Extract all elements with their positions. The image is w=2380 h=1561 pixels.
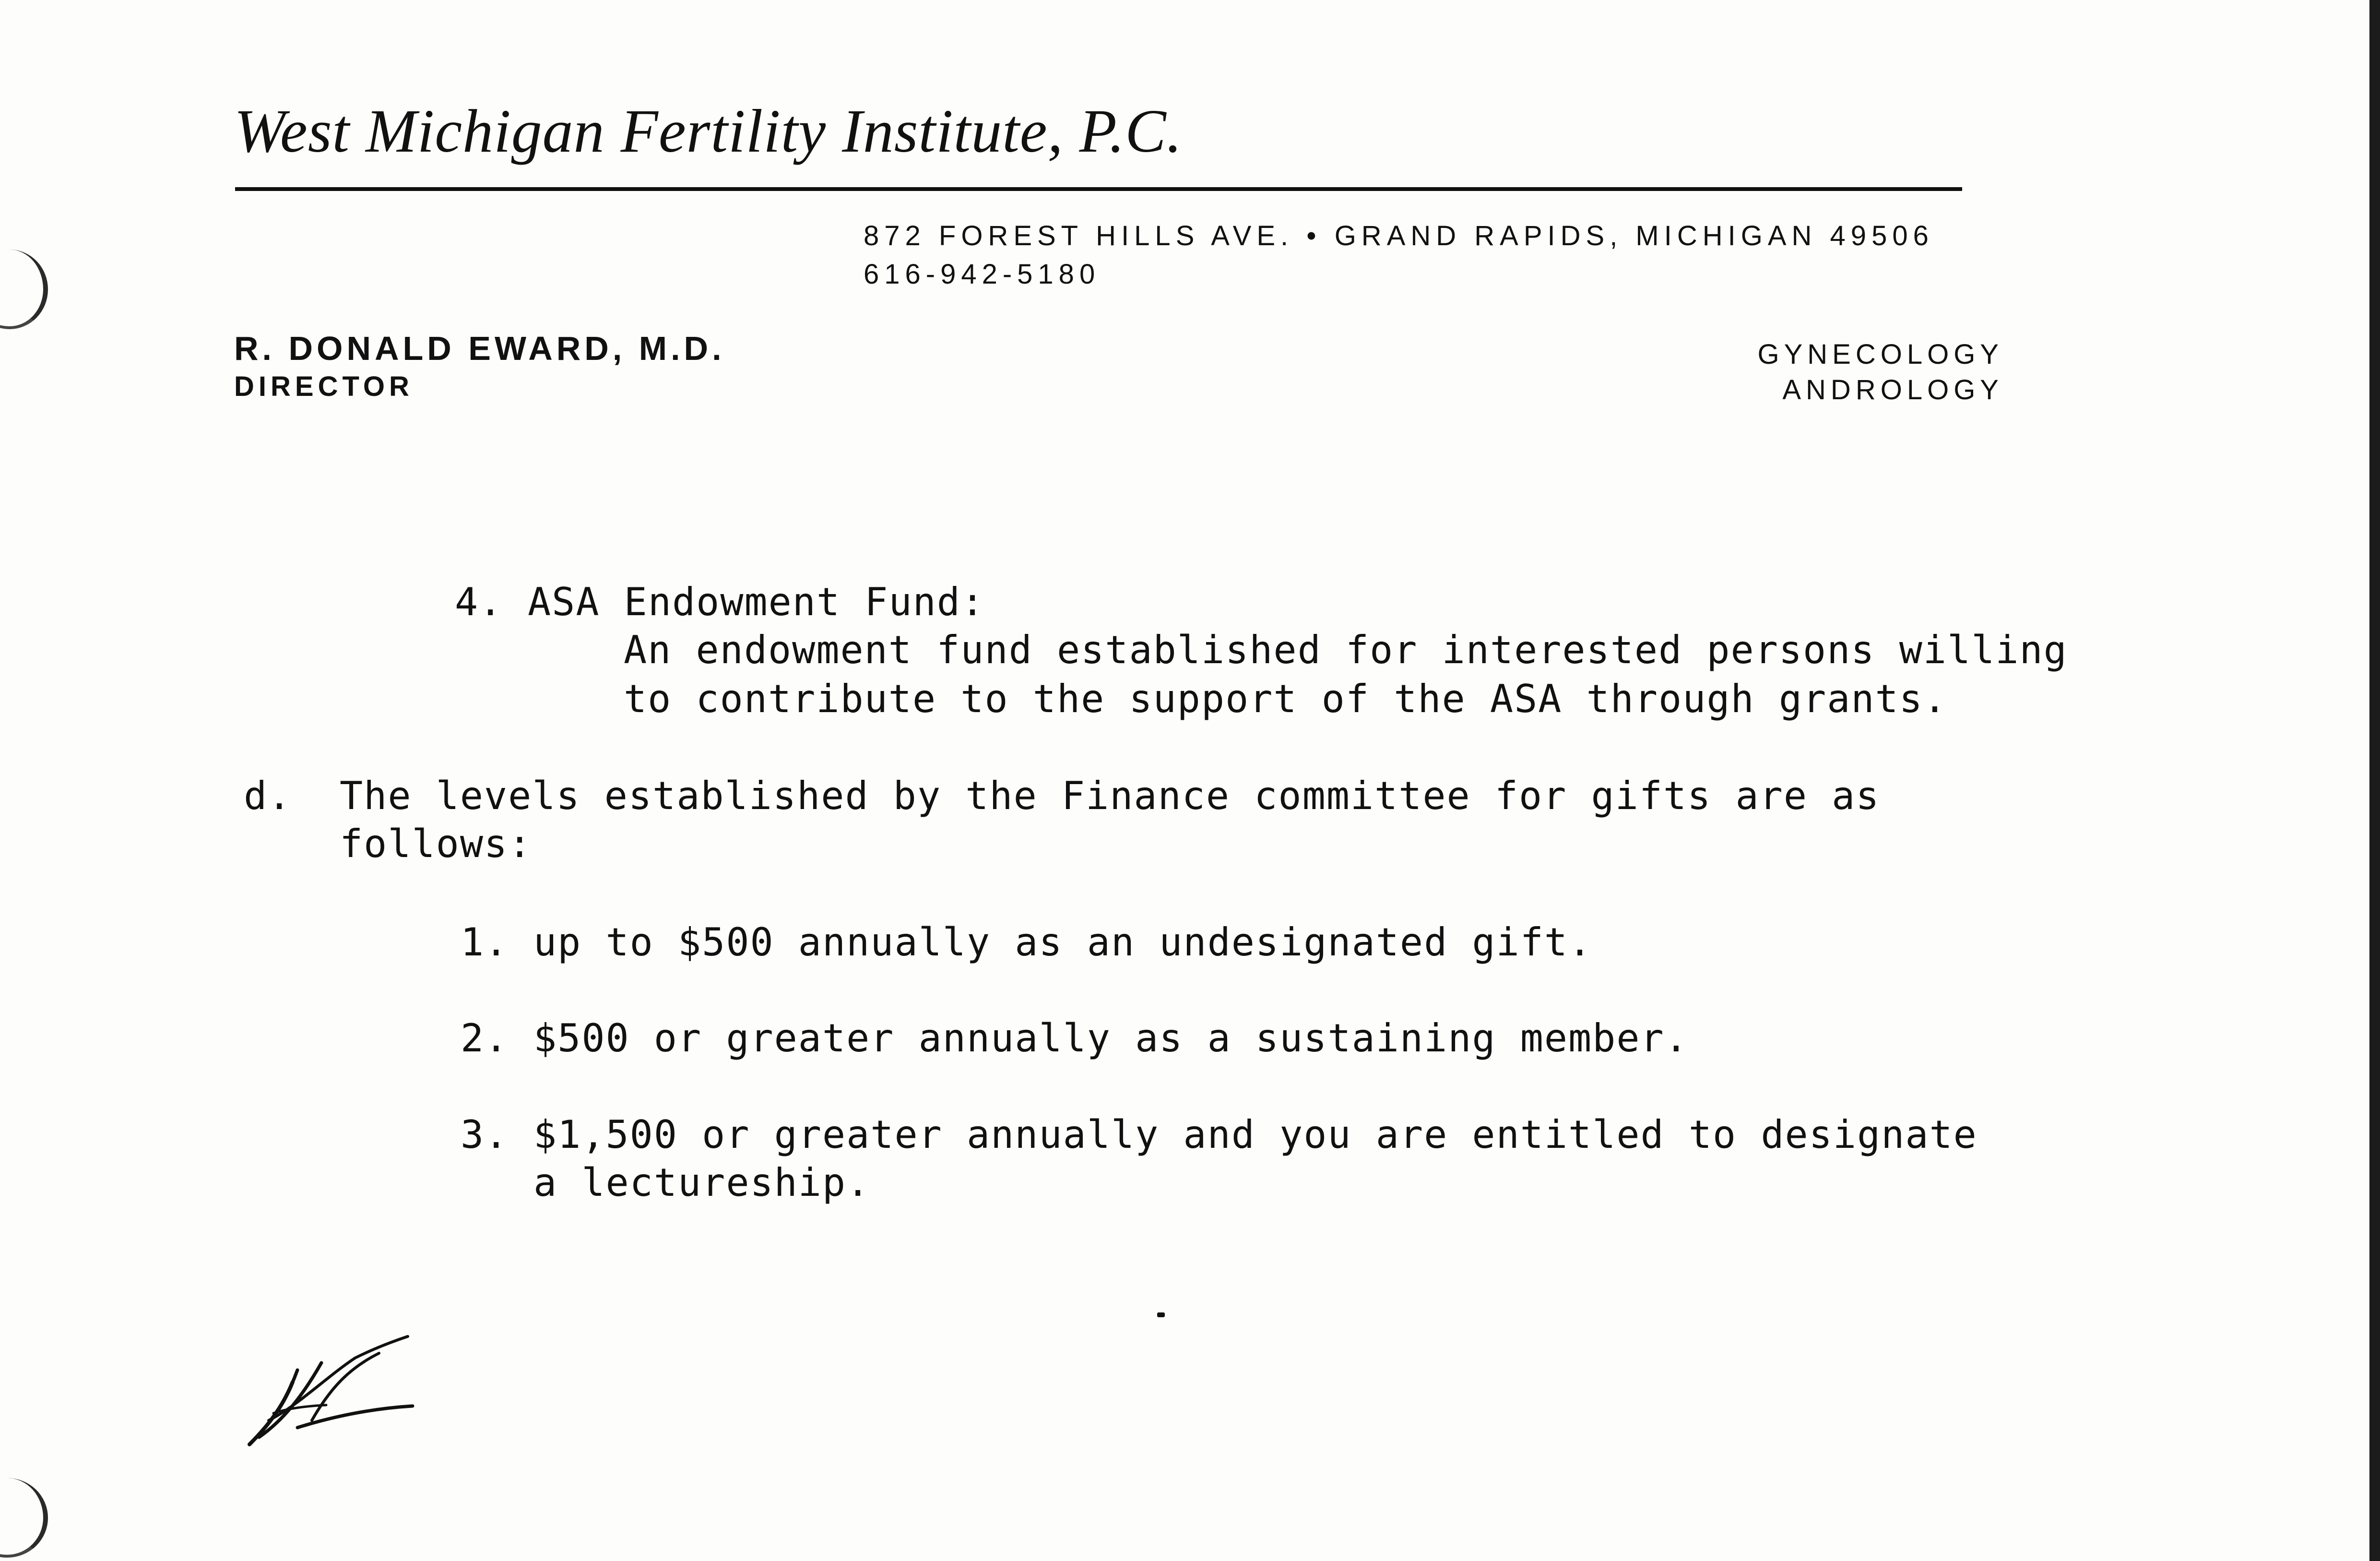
address-street: 872 FOREST HILLS AVE. • GRAND RAPIDS, MICHIGAN 49506	[864, 220, 1934, 251]
item-4-text-line: to contribute to the support of the ASA through grants.	[624, 677, 1948, 721]
specialty-andrology: ANDROLOGY	[1782, 374, 2003, 405]
level-3-text-line: $1,500 or greater annually and you are entitled to designate	[533, 1112, 1977, 1157]
level-1-text: up to $500 annually as an undesignated gift.	[533, 920, 1593, 965]
level-3-text-line: a lectureship.	[533, 1160, 871, 1205]
specialty-gynecology: GYNECOLOGY	[1757, 339, 2003, 370]
director-name: R. DONALD EWARD, M.D.	[234, 330, 725, 367]
section-d-marker: d.	[244, 774, 292, 818]
page-edge-shadow	[2369, 0, 2380, 1561]
level-1-number: 1.	[461, 920, 509, 965]
director-title: DIRECTOR	[234, 371, 414, 402]
section-d-text-line: follows:	[340, 822, 533, 866]
specialties-block	[1757, 337, 2003, 408]
item-4-title: ASA Endowment Fund:	[528, 580, 985, 624]
address-phone: 616-942-5180	[864, 259, 1101, 290]
letterhead-institute-name: West Michigan Fertility Institute, P.C.	[234, 97, 1183, 165]
level-3-number: 3.	[461, 1112, 509, 1157]
binder-hole-shadow	[0, 250, 48, 329]
item-4-number: 4.	[455, 580, 503, 624]
item-4-text-line: An endowment fund established for interested persons willing	[624, 628, 2068, 672]
letterhead-address	[864, 217, 1934, 294]
handwritten-signature	[240, 1324, 432, 1454]
binder-hole-shadow	[0, 1478, 48, 1558]
level-2-text: $500 or greater annually as a sustaining member.	[533, 1016, 1689, 1061]
letterhead-rule	[235, 187, 1962, 191]
director-block	[234, 327, 725, 404]
section-d-text-line: The levels established by the Finance committee for gifts are as	[340, 774, 1880, 818]
level-2-number: 2.	[461, 1016, 509, 1061]
ink-speck	[1157, 1312, 1165, 1317]
